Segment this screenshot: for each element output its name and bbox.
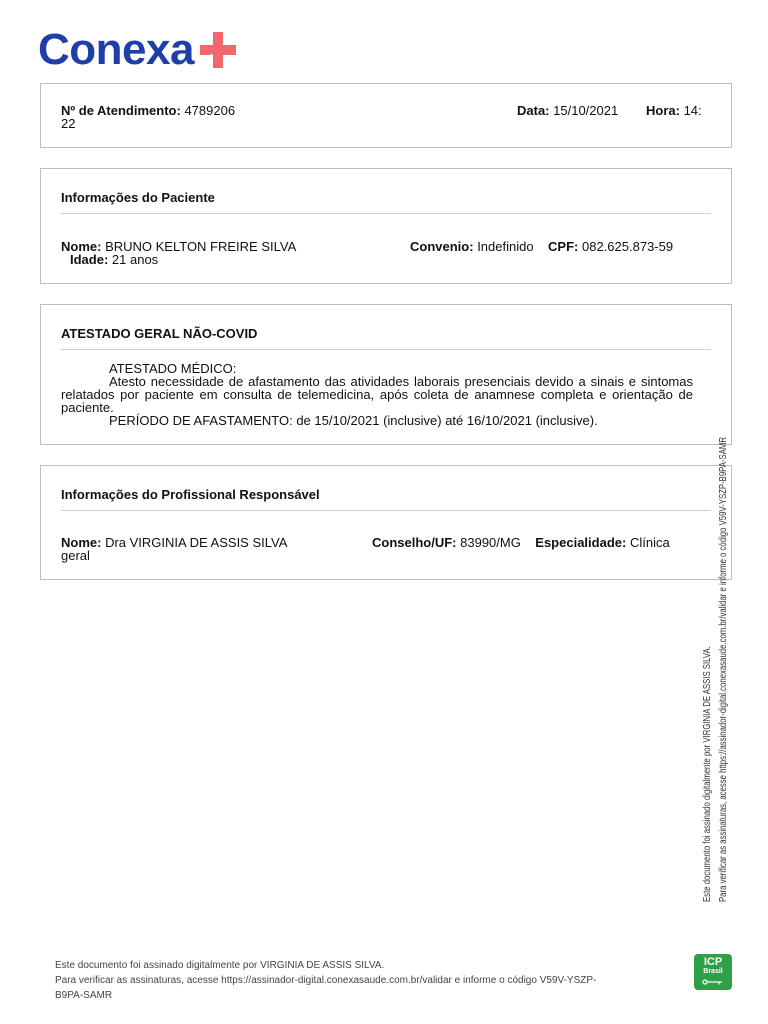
- atendimento-number-value: 4789206: [184, 103, 236, 118]
- atendimento-date: [517, 104, 618, 117]
- atendimento-box: [40, 83, 732, 148]
- divider: [61, 349, 711, 350]
- specialty-value-wrap: geral: [61, 548, 90, 563]
- convenio-value: Indefinido: [477, 239, 534, 254]
- age-value: 21 anos: [111, 252, 159, 267]
- side-signature-line2: Para verificar as assinaturas, acesse https://assinador-digital.conexasaude.com.br/validar e informe o código V59V-YSZP-B9PA-SAMR: [717, 437, 729, 902]
- certificate-paragraph: Atesto necessidade de afastamento das atividades laborais presenciais devido a sinais e sintomas relatados por paciente em consulta de telemedicina, após coleta de anamnese completa e orientação de paciente.: [61, 374, 693, 415]
- footer-line1: Este documento foi assinado digitalmente por VIRGINIA DE ASSIS SILVA.: [55, 960, 385, 971]
- footer-signature-note: [55, 958, 625, 1003]
- medical-cross-icon: [200, 32, 236, 68]
- hour-value: 14:: [683, 103, 702, 118]
- divider: [61, 213, 711, 214]
- icp-badge-line2: Brasil: [703, 968, 723, 975]
- cpf-value: 082.625.873-59: [582, 239, 674, 254]
- certificate-heading: ATESTADO MÉDICO:: [109, 361, 237, 376]
- patient-name-label: Nome:: [61, 239, 102, 254]
- certificate-section-title: ATESTADO GERAL NÃO-COVID: [61, 326, 258, 341]
- logo-wordmark: Conexa: [38, 25, 194, 74]
- divider: [61, 510, 711, 511]
- hour-label: Hora:: [646, 103, 680, 118]
- convenio-label: Convenio:: [410, 239, 474, 254]
- professional-name: [61, 536, 287, 549]
- icp-brasil-badge: [694, 954, 732, 990]
- age-label: Idade:: [70, 252, 109, 267]
- patient-convenio: [410, 240, 673, 253]
- certificate-body: [61, 362, 693, 427]
- specialty-value: Clínica: [629, 535, 670, 550]
- icp-badge-line1: ICP: [703, 956, 723, 968]
- patient-info-box: [40, 168, 732, 284]
- date-value: 15/10/2021: [553, 103, 619, 118]
- patient-name-value: BRUNO KELTON FREIRE SILVA: [105, 239, 297, 254]
- footer-line2: Para verificar as assinaturas, acesse https://assinador-digital.conexasaude.com.br/validar e informe o código V59V-YSZP-: [55, 975, 597, 986]
- atendimento-number-label: Nº de Atendimento:: [61, 103, 181, 118]
- leave-period: PERÍODO DE AFASTAMENTO: de 15/10/2021 (inclusive) até 16/10/2021 (inclusive).: [109, 413, 598, 428]
- side-signature-line1: Este documento foi assinado digitalmente por VIRGINIA DE ASSIS SILVA.: [701, 646, 713, 902]
- footer-line3: B9PA-SAMR: [55, 990, 113, 1001]
- professional-council: [372, 536, 670, 549]
- specialty-label: Especialidade:: [535, 535, 627, 550]
- professional-name-label: Nome:: [61, 535, 102, 550]
- atendimento-hour: [646, 104, 702, 117]
- professional-info-box: [40, 465, 732, 580]
- atendimento-number-wrap: 22: [61, 116, 76, 131]
- cpf-label: CPF:: [548, 239, 579, 254]
- certificate-box: [40, 304, 732, 445]
- conexa-logo: [38, 26, 236, 74]
- signal-icon: [202, 54, 214, 66]
- key-icon: [702, 979, 724, 985]
- patient-age: [70, 253, 158, 266]
- professional-section-title: Informações do Profissional Responsável: [61, 487, 320, 502]
- atendimento-number: [61, 104, 235, 117]
- professional-name-value: Dra VIRGINIA DE ASSIS SILVA: [105, 535, 288, 550]
- council-label: Conselho/UF:: [372, 535, 457, 550]
- council-value: 83990/MG: [460, 535, 521, 550]
- date-label: Data:: [517, 103, 550, 118]
- patient-section-title: Informações do Paciente: [61, 190, 215, 205]
